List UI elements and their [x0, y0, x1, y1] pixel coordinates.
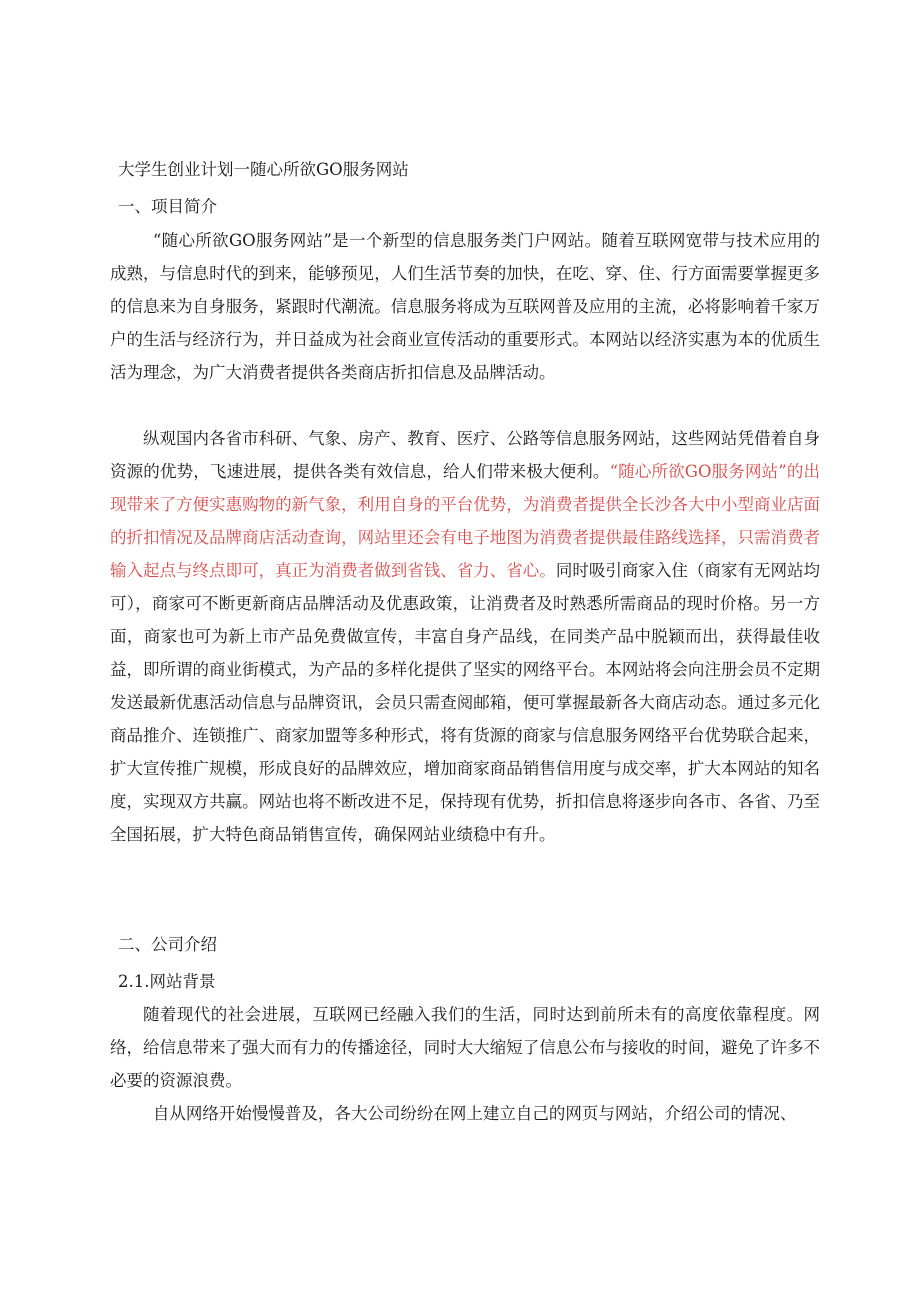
section2-paragraph-1: 随着现代的社会进展，互联网已经融入我们的生活，同时达到前所未有的高度依靠程度。网络，给信息带来了强大而有力的传播途径，同时大大缩短了信息公布与接收的时间，避免了许多不必要的资源浪费。 — [110, 1005, 820, 1090]
section1-paragraph-2 — [110, 422, 820, 851]
section2-subheading: 2.1.网站背景 — [118, 972, 216, 991]
paragraph-2-continuation: 同时吸引商家入住（商家有无网站均可），商家可不断更新商店品牌活动及优惠政策，让消费者及时熟悉所需商品的现时价格。另一方面，商家也可为新上市产品免费做宣传，丰富自身产品线，在同类产品中脱颖而出，获得最佳收益，即所谓的商业街模式，为产品的多样化提供了坚实的网络平台。本网站将会向注册会员不定期发送最新优惠活动信息与品牌资讯，会员只需查阅邮箱，便可掌握最新各大商店动态。通过多元化商品推介、连锁推广、商家加盟等多种形式，将有货源的商家与信息服务网络平台优势联合起来，扩大宣传推广规模，形成良好的品牌效应，增加商家商品销售信用度与成交率，扩大本网站的知名度，实现双方共赢。网站也将不断改进不足，保持现有优势，折扣信息将逐步向各市、各省、乃至全国拓展，扩大特色商品销售宣传，确保网站业绩稳中有升。 — [110, 561, 821, 844]
paragraph-2-intro: 纵观国内各省市科研、气象、房产、教育、医疗、公路等信息服务网站，这些网站凭借着自身资源的优势，飞速进展，提供各类有效信息，给人们带来极大便利。 — [110, 429, 820, 481]
paragraph-2-highlight: “随心所欲GO服务网站”的出现带来了方便实惠购物的新气象，利用自身的平台优势，为消费者提供全长沙各大中小型商业店面的折扣情况及品牌商店活动查询，网站里还会有电子地图为消费者提供最佳路线选择，只需消费者输入起点与终点即可，真正为消费者做到省钱、省力、省心。 — [110, 462, 820, 580]
section2-heading: 二、公司介绍 — [118, 935, 217, 954]
section2-paragraph-2: 自从网络开始慢慢普及，各大公司纷纷在网上建立自己的网页与网站，介绍公司的情况、 — [152, 1104, 797, 1123]
section1-paragraph-1: “随心所欲GO服务网站”是一个新型的信息服务类门户网站。随着互联网宽带与技术应用的成熟，与信息时代的到来，能够预见，人们生活节奏的加快，在吃、穿、住、行方面需要掌握更多的信息来为自身服务，紧跟时代潮流。信息服务将成为互联网普及应用的主流，必将影响着千家万户的生活与经济行为，并日益成为社会商业宣传活动的重要形式。本网站以经济实惠为本的优质生活为理念，为广大消费者提供各类商店折扣信息及品牌活动。 — [110, 231, 820, 382]
section1-heading: 一、项目简介 — [118, 197, 217, 216]
document-title: 大学生创业计划一随心所欲GO服务网站 — [118, 160, 409, 179]
